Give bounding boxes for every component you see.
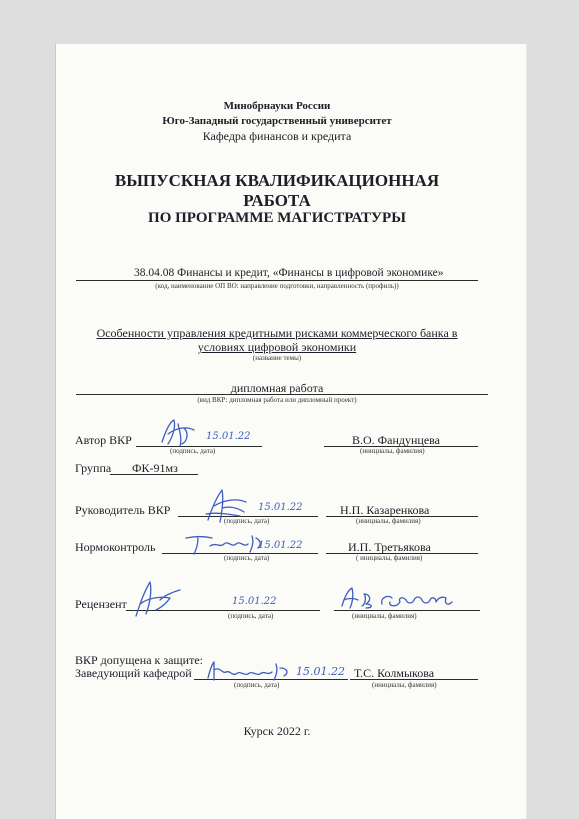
- normcontrol-name: И.П. Третьякова: [348, 540, 431, 554]
- doc-title-line2: РАБОТА: [243, 191, 311, 210]
- topic-line2: условиях цифровой экономики: [197, 340, 357, 354]
- university-name: Юго-Западный государственный университет: [162, 115, 392, 127]
- doc-title-line1: ВЫПУСКНАЯ КВАЛИФИКАЦИОННАЯ: [114, 171, 440, 190]
- supervisor-sign-caption: (подпись, дата): [224, 517, 270, 525]
- author-sign-date: 15.01.22: [206, 431, 251, 442]
- department-name: Кафедра финансов и кредита: [202, 129, 352, 143]
- author-name: В.О. Фандунцева: [352, 433, 441, 447]
- work-type-underline: [76, 394, 488, 395]
- work-type-caption: (вид ВКР: дипломная работа или дипломный проект): [197, 396, 357, 404]
- head-of-department-label: Заведующий кафедрой: [75, 666, 192, 680]
- normcontrol-label: Нормоконтроль: [75, 540, 156, 554]
- reviewer-name-handwritten-icon: [336, 584, 460, 612]
- program-caption: (код, наименование ОП ВО: направление подготовки, направленность (профиль)): [155, 282, 399, 290]
- topic-caption: (название темы): [252, 354, 302, 362]
- author-name-caption: (инициалы, фамилия): [360, 447, 425, 455]
- program-underline: [76, 280, 478, 281]
- reviewer-name-caption: (инициалы, фамилия): [352, 612, 417, 620]
- normcontrol-sign-date: 15.01.22: [258, 540, 303, 551]
- reviewer-label: Рецензент: [75, 597, 127, 611]
- topic-line1: Особенности управления кредитными рисками коммерческого банка в: [96, 326, 458, 340]
- normcontrol-signature-icon: [182, 530, 266, 556]
- supervisor-label: Руководитель ВКР: [75, 503, 171, 517]
- admission-label: ВКР допущена к защите:: [75, 653, 203, 667]
- work-type-value: дипломная работа: [230, 381, 324, 395]
- head-name-caption: (инициалы, фамилия): [372, 681, 437, 689]
- city-year: Курск 2022 г.: [243, 724, 311, 738]
- head-name-line: [350, 679, 478, 680]
- head-sign-date: 15.01.22: [296, 665, 345, 678]
- normcontrol-sign-caption: (подпись, дата): [224, 554, 270, 562]
- group-label: Группа: [75, 461, 112, 475]
- head-sign-caption: (подпись, дата): [234, 681, 280, 689]
- supervisor-name: Н.П. Казаренкова: [340, 503, 430, 517]
- author-label: Автор ВКР: [75, 433, 132, 447]
- reviewer-sign-date: 15.01.22: [232, 596, 277, 607]
- reviewer-signature-icon: [130, 578, 184, 620]
- supervisor-name-caption: (инициалы, фамилия): [356, 517, 421, 525]
- document-page: [56, 44, 526, 819]
- reviewer-sign-caption: (подпись, дата): [228, 612, 274, 620]
- ministry-name: Минобрнауки России: [223, 100, 331, 112]
- author-sign-caption: (подпись, дата): [170, 447, 216, 455]
- normcontrol-name-caption: ( инициалы, фамилия): [356, 554, 423, 562]
- program-value: 38.04.08 Финансы и кредит, «Финансы в цифровой экономике»: [134, 267, 444, 279]
- doc-title-line3: ПО ПРОГРАММЕ МАГИСТРАТУРЫ: [148, 210, 406, 226]
- head-name: Т.С. Колмыкова: [354, 666, 435, 680]
- supervisor-sign-date: 15.01.22: [258, 502, 303, 513]
- group-value: ФК-91мз: [132, 461, 178, 475]
- group-underline: [110, 474, 198, 475]
- head-signature-icon: [204, 658, 294, 682]
- author-signature-icon: [156, 416, 200, 450]
